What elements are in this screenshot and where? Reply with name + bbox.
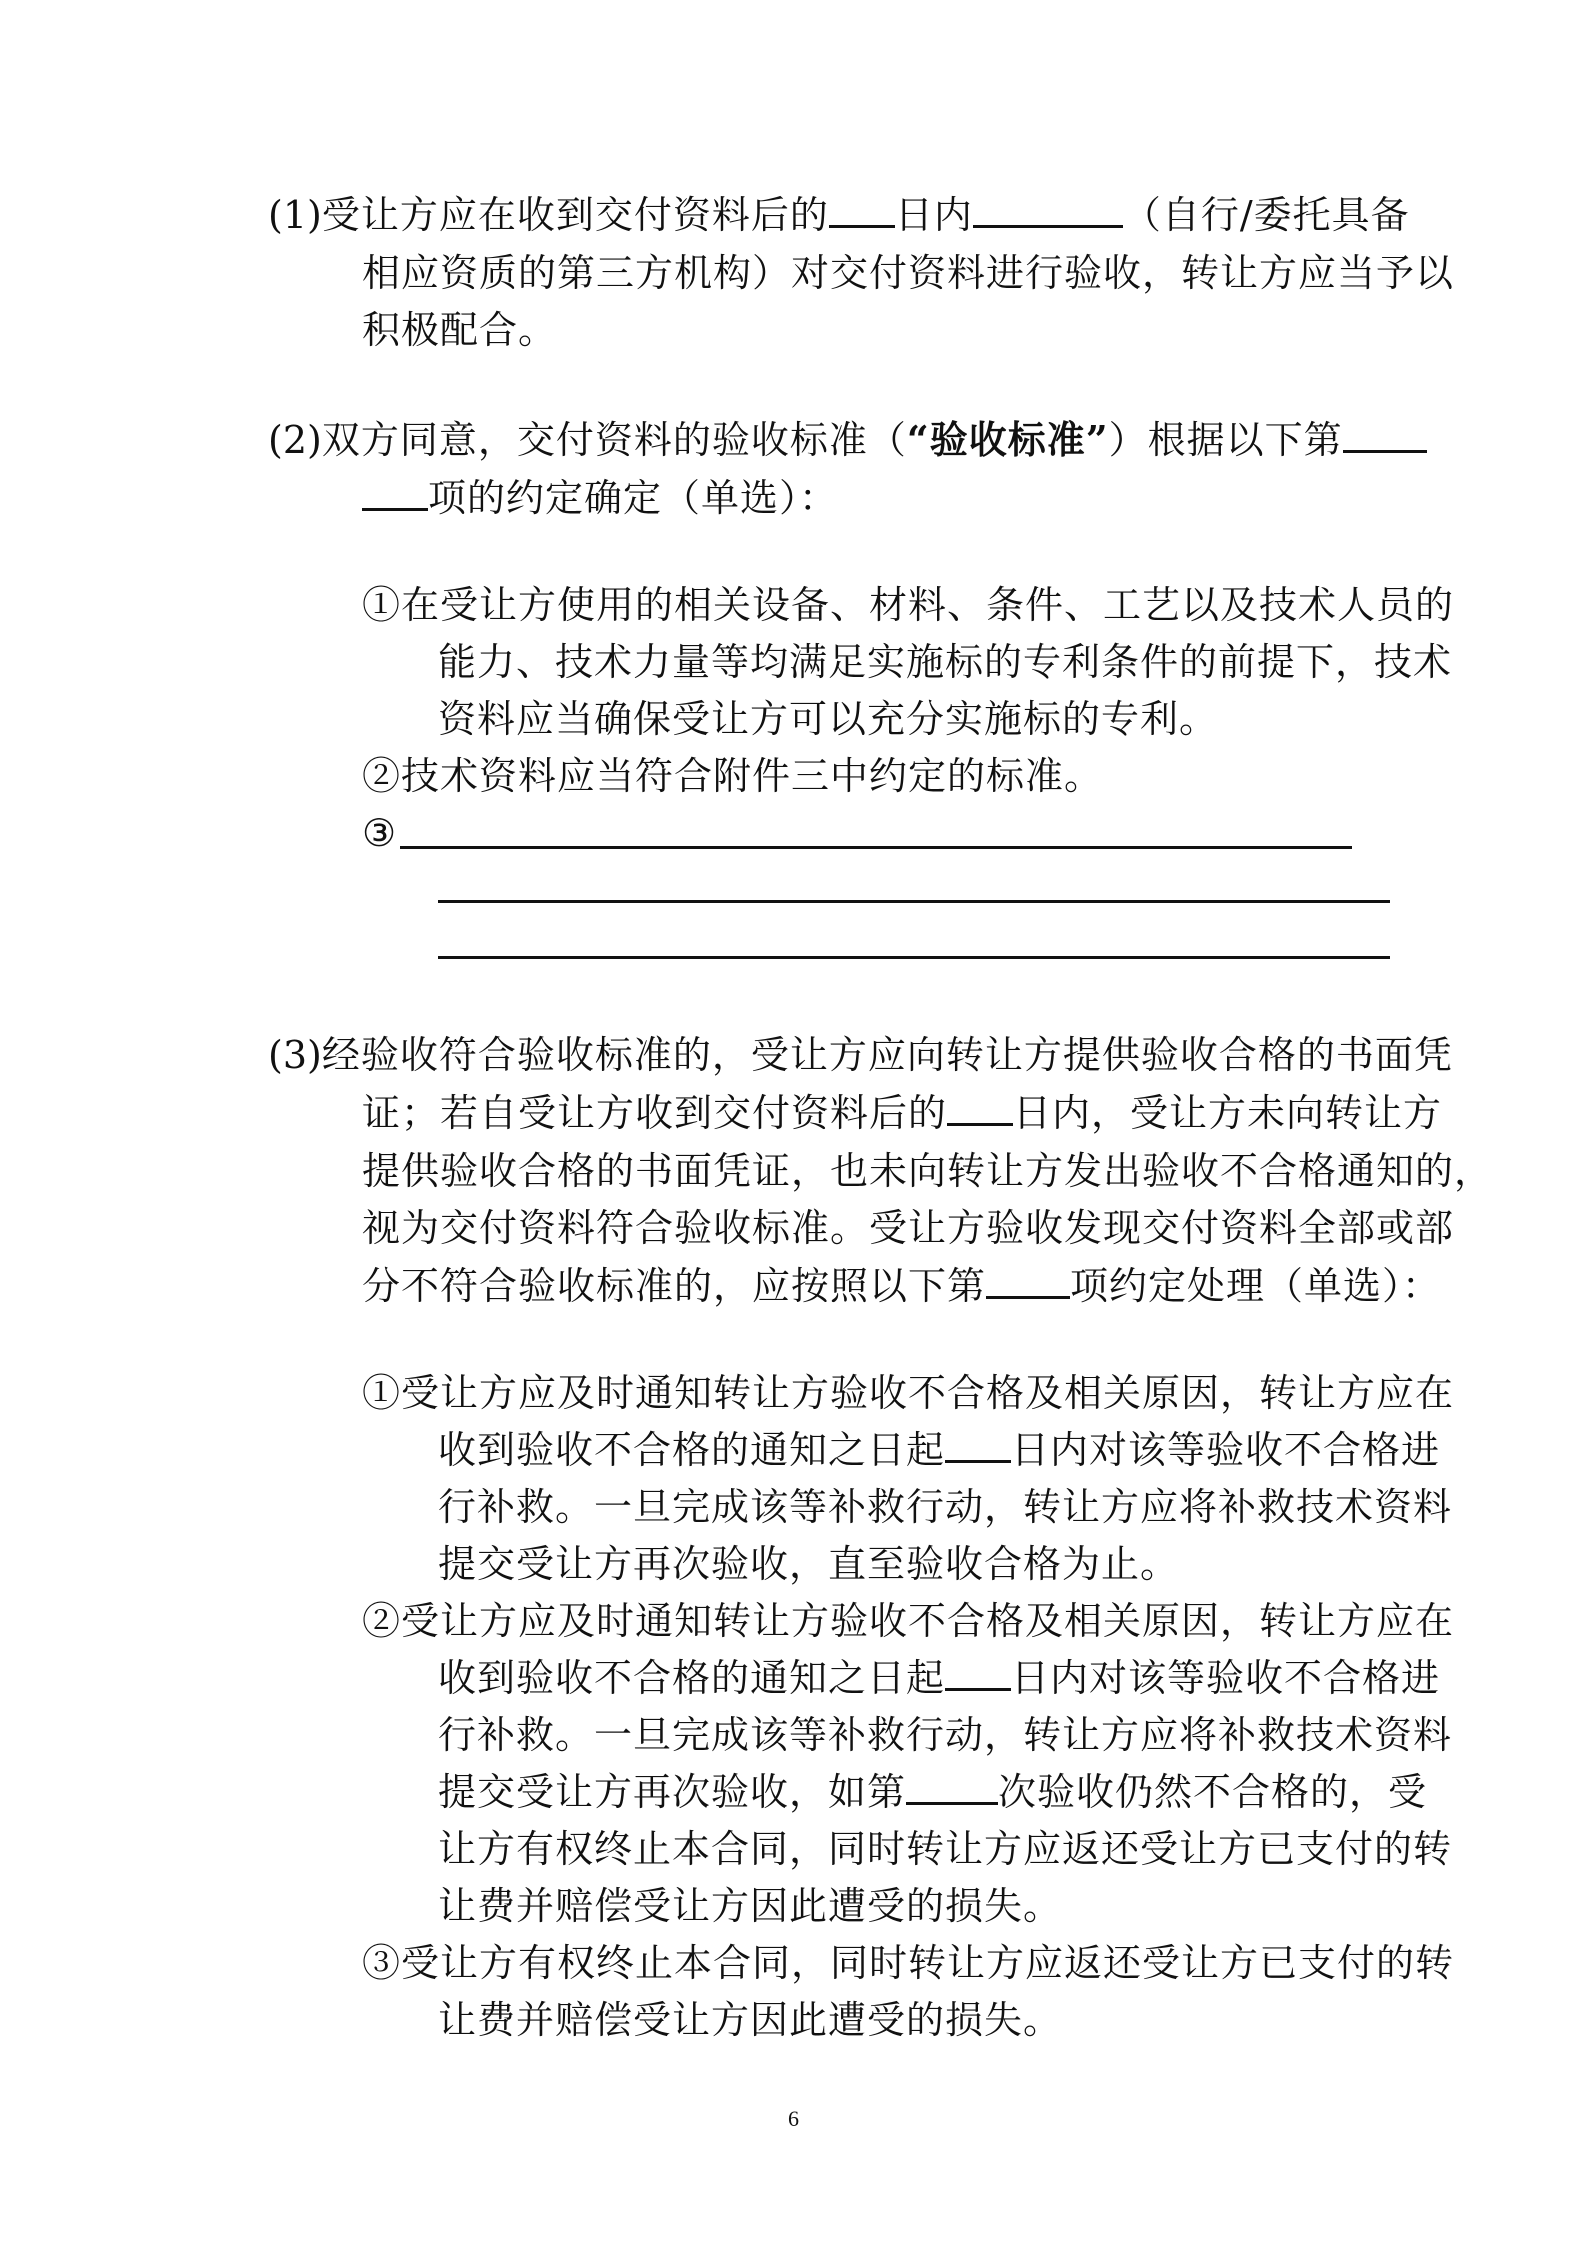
remedy-days-blank-2[interactable]: [945, 1654, 1011, 1691]
clause-1-line-3: 积极配合。: [362, 308, 558, 352]
clause-3-option-3-line-2: 让费并赔偿受让方因此遭受的损失。: [438, 1998, 1063, 2042]
clause-1-line-2: 相应资质的第三方机构）对交付资料进行验收，转让方应当予以: [362, 251, 1455, 295]
page-number: 6: [788, 2106, 799, 2131]
clause-2-option-1-text: 在受让方使用的相关设备、材料、条件、工艺以及技术人员的: [401, 583, 1455, 627]
acceptance-standard-term: “验收标准”: [906, 417, 1109, 462]
clause-3-option-3-line-1: [362, 1938, 1454, 1988]
clause-3-option-2-marker: ②: [362, 1599, 402, 1643]
clause-3-line-2-text-b: 日内，受让方未向转让方: [1013, 1091, 1443, 1135]
clause-3-marker: (3): [268, 1033, 322, 1077]
clause-2-option-1-line-1: [362, 580, 1454, 630]
clause-1-text-a: 受让方应在收到交付资料后的: [321, 193, 829, 237]
clause-2-option-1-line-3: 资料应当确保受让方可以充分实施标的专利。: [438, 697, 1219, 741]
clause-2-text-a: 双方同意，交付资料的验收标准（: [321, 418, 907, 462]
clause-3-option-1-text: 受让方应及时通知转让方验收不合格及相关原因，转让方应在: [401, 1371, 1455, 1415]
option-3-fill-line-1[interactable]: [400, 846, 1352, 849]
clause-3-option-1-line-2: [438, 1425, 1440, 1475]
remedy-days-blank-1[interactable]: [945, 1426, 1011, 1463]
clause-3-line-2: [362, 1088, 1442, 1138]
clause-3-line-1-text: 经验收符合验收标准的，受让方应向转让方提供验收合格的书面凭: [321, 1033, 1453, 1077]
days-blank[interactable]: [829, 191, 895, 228]
clause-3-line-5-text-a: 分不符合验收标准的，应按照以下第: [362, 1264, 987, 1308]
clause-3-line-5: [362, 1261, 1441, 1311]
clause-3-line-2-text-a: 证；若自受让方收到交付资料后的: [362, 1091, 948, 1135]
clause-3-option-2-line-1: [362, 1596, 1454, 1646]
clause-3-option-2-line-4-text-a: 提交受让方再次验收，如第: [438, 1770, 907, 1814]
clause-3-option-1-line-1: [362, 1368, 1454, 1418]
item-number-blank[interactable]: [1343, 416, 1427, 453]
clause-2-option-1-marker: ①: [362, 583, 402, 627]
inspector-blank[interactable]: [973, 191, 1123, 228]
clause-2-option-2-marker: ②: [362, 754, 402, 798]
clause-2-option-2-text: 技术资料应当符合附件三中约定的标准。: [401, 754, 1104, 798]
clause-1-marker: (1): [268, 193, 322, 237]
clause-2-line-2: [362, 473, 838, 523]
option-3-fill-line-2[interactable]: [438, 900, 1390, 903]
clause-3-option-2-text: 受让方应及时通知转让方验收不合格及相关原因，转让方应在: [401, 1599, 1455, 1643]
clause-3-option-2-line-4-text-b: 次验收仍然不合格的，受: [998, 1770, 1428, 1814]
inspection-count-blank[interactable]: [906, 1768, 998, 1805]
clause-3-option-2-line-2: [438, 1653, 1440, 1703]
option-3-fill-line-3[interactable]: [438, 956, 1390, 959]
clause-3-option-2-line-3: 行补救。一旦完成该等补救行动，转让方应将补救技术资料: [438, 1713, 1453, 1757]
clause-3-option-3-marker: ③: [362, 1941, 402, 1985]
clause-1-text-b: 日内: [894, 193, 973, 237]
clause-3-line-1: [268, 1030, 1453, 1080]
clause-3-line-3: 提供验收合格的书面凭证，也未向转让方发出验收不合格通知的，: [362, 1149, 1494, 1193]
clause-3-option-2-line-4: [438, 1767, 1427, 1817]
clause-3-option-2-line-6: 让费并赔偿受让方因此遭受的损失。: [438, 1884, 1063, 1928]
clause-1-text-c: （自行/委托具备: [1122, 193, 1410, 237]
clause-3-option-1-line-4: 提交受让方再次验收，直至验收合格为止。: [438, 1542, 1180, 1586]
clause-2-line-2-text: 项的约定确定（单选）：: [428, 476, 839, 520]
clause-3-option-1-line-2-text-a: 收到验收不合格的通知之日起: [438, 1428, 946, 1472]
clause-2-text-b: ）根据以下第: [1108, 418, 1343, 462]
clause-2-option-2-line-1: [362, 751, 1103, 801]
handling-item-blank[interactable]: [986, 1262, 1070, 1299]
clause-2-option-3-line-1: [362, 808, 397, 858]
item-number-blank-continued[interactable]: [362, 474, 428, 511]
clause-2-option-3-marker: ③: [362, 811, 398, 855]
clause-3-option-1-marker: ①: [362, 1371, 402, 1415]
clause-2-option-1-line-2: 能力、技术力量等均满足实施标的专利条件的前提下，技术: [438, 640, 1453, 684]
clause-1-line-1: [268, 190, 1410, 240]
clause-2-line-1: [268, 415, 1427, 465]
clause-3-option-1-line-2-text-b: 日内对该等验收不合格进: [1011, 1428, 1441, 1472]
clause-3-option-2-line-2-text-b: 日内对该等验收不合格进: [1011, 1656, 1441, 1700]
clause-3-option-3-text: 受让方有权终止本合同，同时转让方应返还受让方已支付的转: [401, 1941, 1455, 1985]
clause-3-line-5-text-b: 项约定处理（单选）：: [1070, 1264, 1442, 1308]
clause-3-line-4: 视为交付资料符合验收标准。受让方验收发现交付资料全部或部: [362, 1206, 1455, 1250]
response-days-blank[interactable]: [947, 1089, 1013, 1126]
clause-3-option-1-line-3: 行补救。一旦完成该等补救行动，转让方应将补救技术资料: [438, 1485, 1453, 1529]
clause-3-option-2-line-5: 让方有权终止本合同，同时转让方应返还受让方已支付的转: [438, 1827, 1453, 1871]
clause-2-marker: (2): [268, 418, 322, 462]
clause-3-option-2-line-2-text-a: 收到验收不合格的通知之日起: [438, 1656, 946, 1700]
